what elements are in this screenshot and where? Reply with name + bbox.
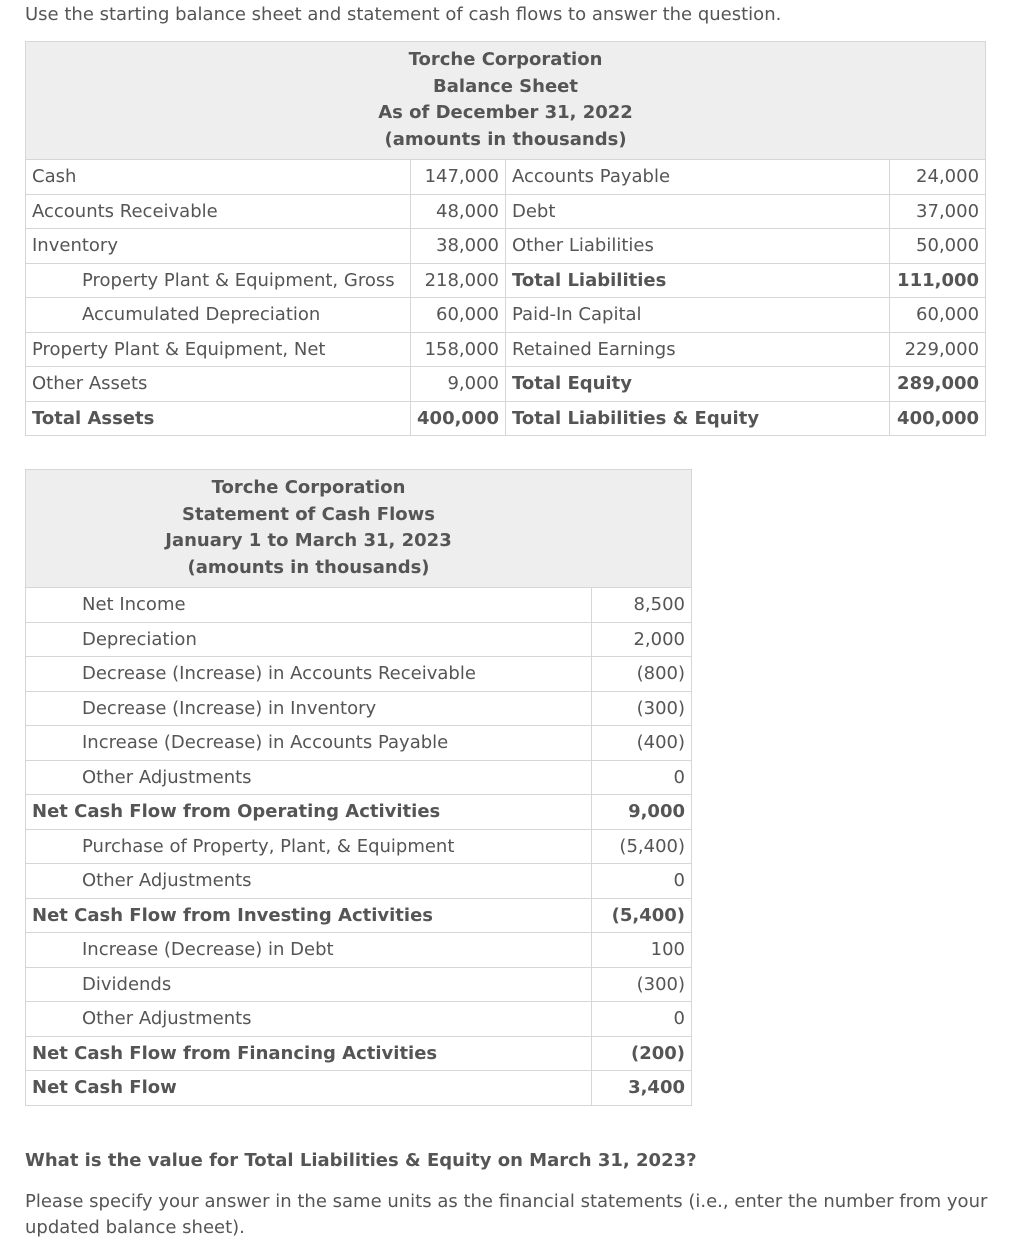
- table-row: [26, 298, 986, 333]
- table-row: [26, 933, 692, 968]
- row-value: 0: [592, 760, 692, 795]
- row-label: Total Assets: [26, 401, 411, 436]
- table-row: [26, 263, 986, 298]
- table-row: [26, 1002, 692, 1037]
- balance-sheet-table: [25, 41, 986, 436]
- table-row: [26, 657, 692, 692]
- row-value: 37,000: [890, 194, 986, 229]
- table-row: [26, 898, 692, 933]
- table-row: [26, 864, 692, 899]
- row-value: 111,000: [890, 263, 986, 298]
- company-name: Torche Corporation: [211, 477, 406, 498]
- table-row: [26, 588, 692, 623]
- row-value: (5,400): [592, 898, 692, 933]
- row-value: (300): [592, 967, 692, 1002]
- row-value: 2,000: [592, 622, 692, 657]
- balance-sheet-header: [26, 42, 986, 160]
- row-label: Property Plant & Equipment, Net: [26, 332, 411, 367]
- row-label: Inventory: [26, 229, 411, 264]
- row-value: 3,400: [592, 1071, 692, 1106]
- row-value: 60,000: [411, 298, 506, 333]
- row-value: (200): [592, 1036, 692, 1071]
- row-label: Depreciation: [26, 622, 592, 657]
- row-value: 218,000: [411, 263, 506, 298]
- row-label: Net Cash Flow from Operating Activities: [26, 795, 592, 830]
- answer-instructions: Please specify your answer in the same units as the financial statements (i.e., enter the number from your updated balance sheet).: [25, 1191, 988, 1238]
- table-row: [26, 1036, 692, 1071]
- row-label: Accounts Receivable: [26, 194, 411, 229]
- row-label: Increase (Decrease) in Debt: [26, 933, 592, 968]
- table-row: [26, 194, 986, 229]
- row-value: 48,000: [411, 194, 506, 229]
- intro-text: Use the starting balance sheet and statement of cash flows to answer the question.: [25, 4, 782, 25]
- row-label: Decrease (Increase) in Accounts Receivable: [26, 657, 592, 692]
- row-label: Other Adjustments: [26, 760, 592, 795]
- row-value: 400,000: [411, 401, 506, 436]
- table-row: [26, 829, 692, 864]
- row-label: Other Adjustments: [26, 1002, 592, 1037]
- table-row: [26, 726, 692, 761]
- row-label: Other Liabilities: [506, 229, 890, 264]
- row-label: Cash: [26, 160, 411, 195]
- row-label: Other Assets: [26, 367, 411, 402]
- row-label: Retained Earnings: [506, 332, 890, 367]
- row-label: Net Cash Flow: [26, 1071, 592, 1106]
- table-row: [26, 1071, 692, 1106]
- row-value: 289,000: [890, 367, 986, 402]
- statement-title: Balance Sheet: [433, 75, 578, 97]
- row-value: 60,000: [890, 298, 986, 333]
- statement-units: (amounts in thousands): [187, 556, 430, 578]
- row-label: Debt: [506, 194, 890, 229]
- row-value: 9,000: [411, 367, 506, 402]
- row-value: (300): [592, 691, 692, 726]
- row-label: Purchase of Property, Plant, & Equipment: [26, 829, 592, 864]
- table-row: [26, 367, 986, 402]
- statement-period: January 1 to March 31, 2023: [165, 530, 452, 551]
- row-label: Net Cash Flow from Financing Activities: [26, 1036, 592, 1071]
- question-text: What is the value for Total Liabilities & Equity on March 31, 2023?: [25, 1150, 697, 1171]
- row-label: Net Income: [26, 588, 592, 623]
- row-label: Total Liabilities: [506, 263, 890, 298]
- row-label: Accounts Payable: [506, 160, 890, 195]
- statement-title: Statement of Cash Flows: [182, 503, 435, 525]
- row-value: 147,000: [411, 160, 506, 195]
- row-value: 38,000: [411, 229, 506, 264]
- row-value: 50,000: [890, 229, 986, 264]
- row-value: 229,000: [890, 332, 986, 367]
- table-row: [26, 967, 692, 1002]
- table-row: [26, 160, 986, 195]
- row-value: 24,000: [890, 160, 986, 195]
- table-row: [26, 691, 692, 726]
- row-label: Property Plant & Equipment, Gross: [26, 263, 411, 298]
- cash-flow-header: [26, 470, 692, 588]
- row-label: Net Cash Flow from Investing Activities: [26, 898, 592, 933]
- row-value: (5,400): [592, 829, 692, 864]
- row-value: 0: [592, 1002, 692, 1037]
- row-value: (800): [592, 657, 692, 692]
- statement-date: As of December 31, 2022: [378, 102, 633, 123]
- table-row: [26, 622, 692, 657]
- table-row: [26, 795, 692, 830]
- row-label: Other Adjustments: [26, 864, 592, 899]
- row-label: Dividends: [26, 967, 592, 1002]
- statement-units: (amounts in thousands): [384, 128, 627, 150]
- row-value: 158,000: [411, 332, 506, 367]
- table-row: [26, 332, 986, 367]
- table-row: [26, 760, 692, 795]
- row-label: Decrease (Increase) in Inventory: [26, 691, 592, 726]
- row-label: Increase (Decrease) in Accounts Payable: [26, 726, 592, 761]
- table-row: [26, 229, 986, 264]
- company-name: Torche Corporation: [408, 49, 603, 70]
- row-value: 9,000: [592, 795, 692, 830]
- row-label: Paid-In Capital: [506, 298, 890, 333]
- row-value: 400,000: [890, 401, 986, 436]
- table-row: [26, 401, 986, 436]
- row-value: 8,500: [592, 588, 692, 623]
- row-label: Total Liabilities & Equity: [506, 401, 890, 436]
- row-label: Total Equity: [506, 367, 890, 402]
- row-value: 0: [592, 864, 692, 899]
- row-value: (400): [592, 726, 692, 761]
- cash-flow-table: [25, 469, 692, 1106]
- row-label: Accumulated Depreciation: [26, 298, 411, 333]
- row-value: 100: [592, 933, 692, 968]
